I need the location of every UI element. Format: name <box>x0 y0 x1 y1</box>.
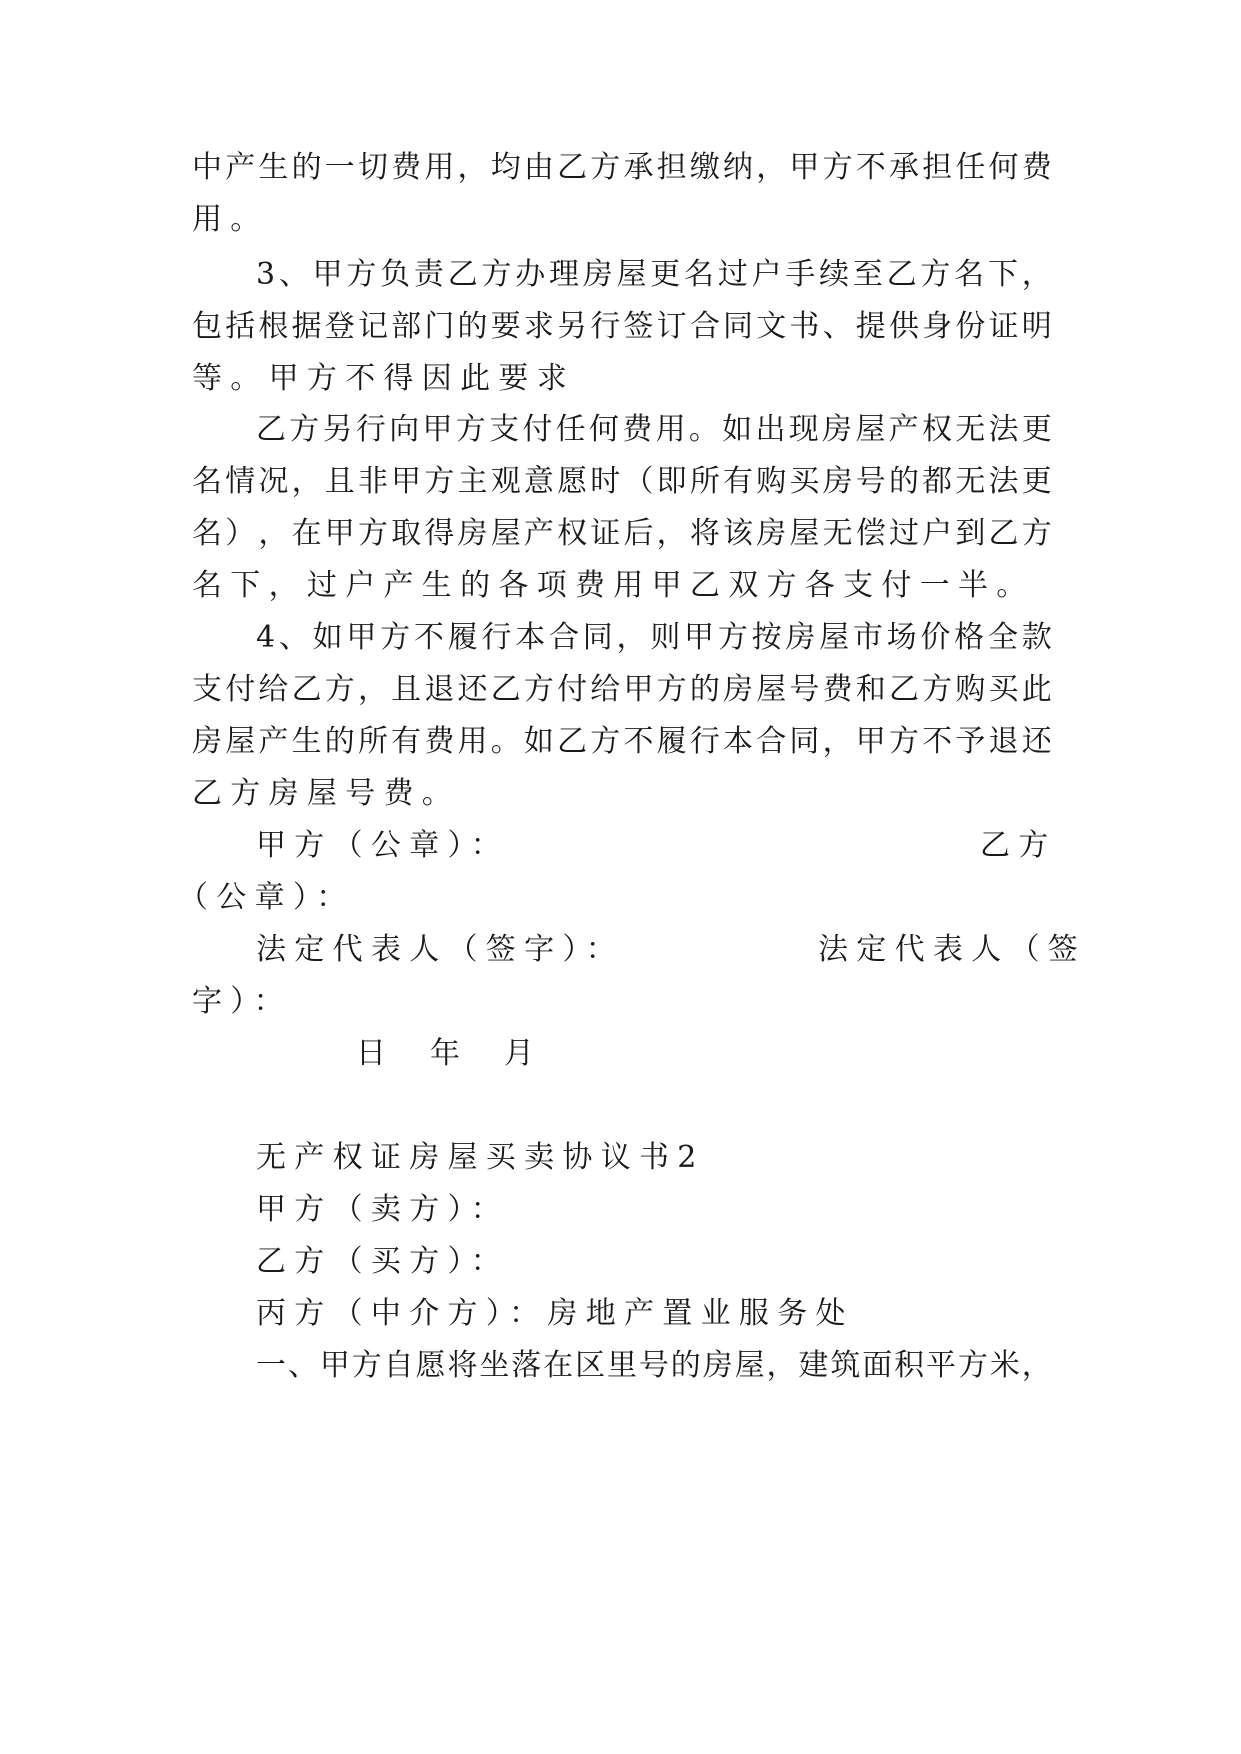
text-char: 予 <box>955 724 986 759</box>
text-char: 房 <box>192 724 222 759</box>
text-char: 何 <box>588 412 619 447</box>
text-char: 面 <box>862 1348 893 1383</box>
text-char: 名 <box>954 257 985 292</box>
text-char: 房 <box>785 620 816 655</box>
text-char: 甲 <box>312 257 343 292</box>
text-char: 款 <box>1021 620 1052 655</box>
text-char: 非 <box>357 464 388 499</box>
paragraph-line-8 <box>192 514 1052 554</box>
paragraph-line-12 <box>192 722 1052 762</box>
text-char: 场 <box>886 620 917 655</box>
text-char: 身 <box>922 309 953 344</box>
text-char: ， <box>756 150 787 185</box>
representative-b-cont: 字）： <box>192 984 292 1019</box>
text-char: 要 <box>490 309 521 344</box>
text-char: 办 <box>515 257 546 292</box>
text-char: 合 <box>689 309 720 344</box>
text-char: 明 <box>1021 309 1052 344</box>
text-char: 一 <box>256 1348 286 1383</box>
text-char: 自 <box>383 1348 414 1383</box>
text-char: 不 <box>413 620 444 655</box>
text-char: 证 <box>988 309 1019 344</box>
text-char: 产 <box>888 412 919 447</box>
text-char: ） <box>225 516 256 551</box>
text-char: 退 <box>988 724 1019 759</box>
text-char: 甲 <box>391 464 422 499</box>
text-char: 费 <box>424 724 455 759</box>
text-char: 买 <box>789 464 820 499</box>
text-char: 、 <box>278 620 309 655</box>
text-char: 据 <box>291 309 322 344</box>
text-char: 无 <box>955 464 986 499</box>
text-char: 号 <box>789 672 820 707</box>
text-char: 方 <box>1021 516 1052 551</box>
text-char: 合 <box>548 620 579 655</box>
text-char: 付 <box>522 412 553 447</box>
text-char: 偿 <box>855 516 886 551</box>
text-char: 乙 <box>256 412 286 447</box>
text-char: 筑 <box>830 1348 861 1383</box>
text-char: 都 <box>922 464 953 499</box>
text-char: 的 <box>291 150 322 185</box>
text-char: 且 <box>391 672 422 707</box>
text-char: 、 <box>822 309 853 344</box>
text-char: 更 <box>1021 412 1052 447</box>
text-char: 法 <box>988 412 1019 447</box>
text-char: 乙 <box>557 724 588 759</box>
text-char: 买 <box>988 672 1019 707</box>
text-char: 甲 <box>319 1348 350 1383</box>
text-char: 付 <box>557 672 588 707</box>
party-b-seal-label-cont: （公章）： <box>178 880 355 915</box>
text-char: 价 <box>920 620 951 655</box>
text-char: 用 <box>457 724 488 759</box>
text-char: 同 <box>723 309 753 344</box>
text-char: 给 <box>590 672 621 707</box>
text-char: 按 <box>751 620 782 655</box>
text-char: 行 <box>689 724 720 759</box>
text-char: 本 <box>723 724 753 759</box>
text-char: 平 <box>926 1348 957 1383</box>
text-char: 本 <box>515 620 546 655</box>
paragraph-line-2: 用。 <box>192 202 269 237</box>
text-char: 此 <box>1021 672 1052 707</box>
text-char: 承 <box>623 150 654 185</box>
text-char: 下 <box>987 257 1018 292</box>
text-char: 订 <box>656 309 687 344</box>
text-char: 过 <box>888 516 919 551</box>
text-char: 无 <box>822 516 853 551</box>
text-char: 担 <box>656 150 687 185</box>
text-char: 更 <box>1021 464 1052 499</box>
text-char: 合 <box>756 724 787 759</box>
text-char: 房 <box>723 672 753 707</box>
text-char: 。 <box>688 412 719 447</box>
text-char: 方 <box>346 257 377 292</box>
text-char: 一 <box>324 150 355 185</box>
text-char: 方 <box>957 1348 988 1383</box>
text-char: 生 <box>258 150 289 185</box>
party-a-seal: 甲方（公章）： <box>256 828 510 863</box>
text-char: 费 <box>822 672 853 707</box>
text-char: 名 <box>192 516 222 551</box>
text-char: 求 <box>523 309 554 344</box>
text-char: ， <box>656 516 687 551</box>
text-char: 用 <box>655 412 686 447</box>
text-char: ， <box>258 516 289 551</box>
text-char: 后 <box>623 516 654 551</box>
paragraph-line-1 <box>192 148 1052 188</box>
text-char: 甲 <box>324 516 355 551</box>
text-char: 方 <box>324 672 355 707</box>
text-char: 承 <box>888 150 919 185</box>
text-char: 取 <box>391 516 422 551</box>
text-char: 户 <box>751 257 782 292</box>
representative-b: 法定代表人（签 <box>818 932 1087 967</box>
text-char: 房 <box>457 516 488 551</box>
agent-field: 丙方（中介方）：房地产置业服务处 <box>256 1296 854 1331</box>
text-char: 所 <box>689 464 720 499</box>
text-char: 落 <box>511 1348 542 1383</box>
text-char: 乙 <box>447 257 478 292</box>
text-char: 乙 <box>291 672 322 707</box>
text-char: 行 <box>590 309 621 344</box>
text-char: 全 <box>987 620 1018 655</box>
paragraph-line-3 <box>256 255 1052 295</box>
text-char: 购 <box>756 464 787 499</box>
text-char: 甲 <box>422 412 453 447</box>
text-char: 向 <box>389 412 420 447</box>
text-char: 在 <box>543 1348 574 1383</box>
text-char: 里 <box>606 1348 637 1383</box>
text-char: 区 <box>575 1348 606 1383</box>
text-char: 如 <box>312 620 343 655</box>
text-char: 、 <box>278 257 309 292</box>
text-char: ， <box>357 672 388 707</box>
text-char: 登 <box>324 309 355 344</box>
text-char: 不 <box>922 724 953 759</box>
text-char: 屋 <box>734 1348 765 1383</box>
text-char: 的 <box>888 464 919 499</box>
text-char: 则 <box>650 620 681 655</box>
text-char: 甲 <box>623 672 654 707</box>
text-char: 方 <box>888 724 919 759</box>
text-char: 米 <box>989 1348 1020 1383</box>
text-char: 何 <box>988 150 1019 185</box>
text-char: 切 <box>357 150 388 185</box>
text-char: 退 <box>424 672 455 707</box>
text-char: 书 <box>789 309 820 344</box>
text-char: 的 <box>324 724 355 759</box>
text-char: 且 <box>324 464 355 499</box>
text-char: 产 <box>225 150 256 185</box>
text-char: 份 <box>955 309 986 344</box>
text-char: 责 <box>413 257 444 292</box>
text-char: 3 <box>256 257 276 292</box>
text-char: 续 <box>819 257 850 292</box>
text-char: 方 <box>455 412 486 447</box>
text-char: 得 <box>424 516 455 551</box>
text-char: 产 <box>258 724 289 759</box>
text-char: 所 <box>357 724 388 759</box>
text-char: 费 <box>1021 150 1052 185</box>
text-char: 屋 <box>789 516 820 551</box>
text-char: 将 <box>689 516 720 551</box>
text-char: 方 <box>481 257 512 292</box>
text-char: （ <box>623 464 654 499</box>
text-char: 购 <box>955 672 986 707</box>
text-char: 市 <box>852 620 883 655</box>
text-char: 证 <box>590 516 621 551</box>
text-char: 履 <box>447 620 478 655</box>
text-char: 任 <box>555 412 586 447</box>
text-char: 方 <box>590 150 621 185</box>
text-char: 门 <box>424 309 455 344</box>
text-char: 乙 <box>888 672 919 707</box>
text-char: 文 <box>756 309 787 344</box>
text-char: 由 <box>523 150 554 185</box>
text-char: 乙 <box>886 257 917 292</box>
text-char: 房 <box>582 257 613 292</box>
text-char: 还 <box>457 672 488 707</box>
representative-a: 法定代表人（签字）： <box>256 932 624 967</box>
seller-field: 甲方（卖方）： <box>256 1192 510 1227</box>
text-char: 有 <box>723 464 753 499</box>
text-char: 权 <box>557 516 588 551</box>
text-char: 用 <box>424 150 455 185</box>
text-char: 任 <box>955 150 986 185</box>
text-char: 方 <box>920 257 951 292</box>
text-char: 签 <box>623 309 654 344</box>
clause-1 <box>256 1346 1052 1386</box>
text-char: 支 <box>192 672 222 707</box>
text-char: 房 <box>756 516 787 551</box>
text-char: 不 <box>623 724 654 759</box>
text-char: 履 <box>656 724 687 759</box>
paragraph-line-7 <box>192 462 1052 502</box>
text-char: 同 <box>789 724 820 759</box>
paragraph-line-6 <box>256 410 1052 450</box>
paragraph-line-4 <box>192 307 1052 347</box>
text-char: ， <box>766 1348 797 1383</box>
text-char: 负 <box>380 257 411 292</box>
text-char: 名 <box>192 464 222 499</box>
text-char: ， <box>822 724 853 759</box>
party-b-seal-label: 乙方 <box>980 828 1057 863</box>
text-char: 不 <box>855 150 886 185</box>
text-char: 将 <box>447 1348 478 1383</box>
text-char: 理 <box>548 257 579 292</box>
text-char: 房 <box>822 412 853 447</box>
text-char: 缴 <box>689 150 720 185</box>
text-char: 屋 <box>756 672 787 707</box>
text-char: 有 <box>391 724 422 759</box>
text-char: 方 <box>351 1348 382 1383</box>
text-char: 名 <box>684 257 715 292</box>
text-char: ， <box>616 620 647 655</box>
text-char: 屋 <box>490 516 521 551</box>
text-char: 愿 <box>557 464 588 499</box>
text-char: 屋 <box>225 724 256 759</box>
text-char: 即 <box>656 464 687 499</box>
text-char: 建 <box>798 1348 829 1383</box>
text-char: 甲 <box>684 620 715 655</box>
text-char: 供 <box>888 309 919 344</box>
text-char: 和 <box>855 672 886 707</box>
text-char: 给 <box>258 672 289 707</box>
text-char: 乙 <box>557 150 588 185</box>
text-char: ， <box>457 150 488 185</box>
text-char: 甲 <box>789 150 820 185</box>
text-char: 担 <box>922 150 953 185</box>
text-char: 到 <box>955 516 986 551</box>
text-char: 方 <box>717 620 748 655</box>
buyer-field: 乙方（买方）： <box>256 1244 510 1279</box>
paragraph-line-10 <box>256 618 1052 658</box>
text-char: 更 <box>650 257 681 292</box>
text-char: 在 <box>291 516 322 551</box>
text-char: 包 <box>192 309 222 344</box>
text-char: 另 <box>557 309 588 344</box>
text-char: 括 <box>225 309 256 344</box>
text-char: 记 <box>357 309 388 344</box>
text-char: 现 <box>788 412 819 447</box>
text-char: 乙 <box>490 672 521 707</box>
text-char: 提 <box>855 309 886 344</box>
text-char: 号 <box>855 464 886 499</box>
text-char: 甲 <box>346 620 377 655</box>
text-char: 费 <box>391 150 422 185</box>
text-char: 支 <box>489 412 520 447</box>
paragraph-line-11 <box>192 670 1052 710</box>
text-char: 方 <box>523 672 554 707</box>
text-char: 房 <box>702 1348 733 1383</box>
text-char: 方 <box>656 672 687 707</box>
text-char: 的 <box>670 1348 701 1383</box>
text-char: 意 <box>523 464 554 499</box>
text-char: 屋 <box>819 620 850 655</box>
text-char: ， <box>1021 1348 1052 1383</box>
text-char: 如 <box>523 724 554 759</box>
text-char: 出 <box>755 412 786 447</box>
text-char: 方 <box>357 516 388 551</box>
text-char: 方 <box>922 672 953 707</box>
text-char: 情 <box>225 464 256 499</box>
text-char: 乙 <box>988 516 1019 551</box>
paragraph-line-9: 名下，过户产生的各项费用甲乙双方各支付一半。 <box>192 568 1035 603</box>
paragraph-line-13: 乙方房屋号费。 <box>192 776 461 811</box>
text-char: 同 <box>582 620 613 655</box>
text-char: 4 <box>256 620 276 655</box>
text-char: 主 <box>457 464 488 499</box>
text-char: 该 <box>723 516 753 551</box>
text-char: 。 <box>490 724 521 759</box>
text-char: 均 <box>490 150 521 185</box>
text-char: 费 <box>622 412 653 447</box>
text-char: 积 <box>894 1348 925 1383</box>
text-char: 还 <box>1021 724 1052 759</box>
text-char: 部 <box>391 309 422 344</box>
text-char: 方 <box>424 464 455 499</box>
signature-date: 日 年 月 <box>356 1036 543 1071</box>
text-char: 的 <box>689 672 720 707</box>
text-char: 方 <box>289 412 320 447</box>
text-char: 权 <box>921 412 952 447</box>
text-char: 生 <box>291 724 322 759</box>
paragraph-line-5: 等。甲方不得因此要求 <box>192 361 575 396</box>
text-char: 中 <box>192 150 222 185</box>
text-char: 产 <box>523 516 554 551</box>
text-char: ， <box>291 464 322 499</box>
text-char: 观 <box>490 464 521 499</box>
text-char: 手 <box>785 257 816 292</box>
second-agreement-title: 无产权证房屋买卖协议书2 <box>256 1140 705 1175</box>
text-char: 付 <box>225 672 256 707</box>
text-char: 另 <box>322 412 353 447</box>
text-char: 号 <box>638 1348 669 1383</box>
text-char: 行 <box>355 412 386 447</box>
text-char: 如 <box>722 412 753 447</box>
text-char: 坐 <box>479 1348 510 1383</box>
text-char: 至 <box>852 257 883 292</box>
text-char: 根 <box>258 309 289 344</box>
text-char: 房 <box>822 464 853 499</box>
text-char: 行 <box>481 620 512 655</box>
text-char: 屋 <box>616 257 647 292</box>
text-char: 时 <box>590 464 621 499</box>
text-char: 户 <box>922 516 953 551</box>
text-char: 甲 <box>855 724 886 759</box>
text-char: ， <box>1021 257 1052 292</box>
text-char: 愿 <box>415 1348 446 1383</box>
text-char: 况 <box>258 464 289 499</box>
text-char: 、 <box>287 1348 318 1383</box>
text-char: 无 <box>955 412 986 447</box>
text-char: 纳 <box>723 150 753 185</box>
text-char: 过 <box>717 257 748 292</box>
text-char: 方 <box>590 724 621 759</box>
text-char: 方 <box>380 620 411 655</box>
text-char: 方 <box>822 150 853 185</box>
text-char: 格 <box>954 620 985 655</box>
text-char: 屋 <box>855 412 886 447</box>
text-char: 法 <box>988 464 1019 499</box>
text-char: 的 <box>457 309 488 344</box>
